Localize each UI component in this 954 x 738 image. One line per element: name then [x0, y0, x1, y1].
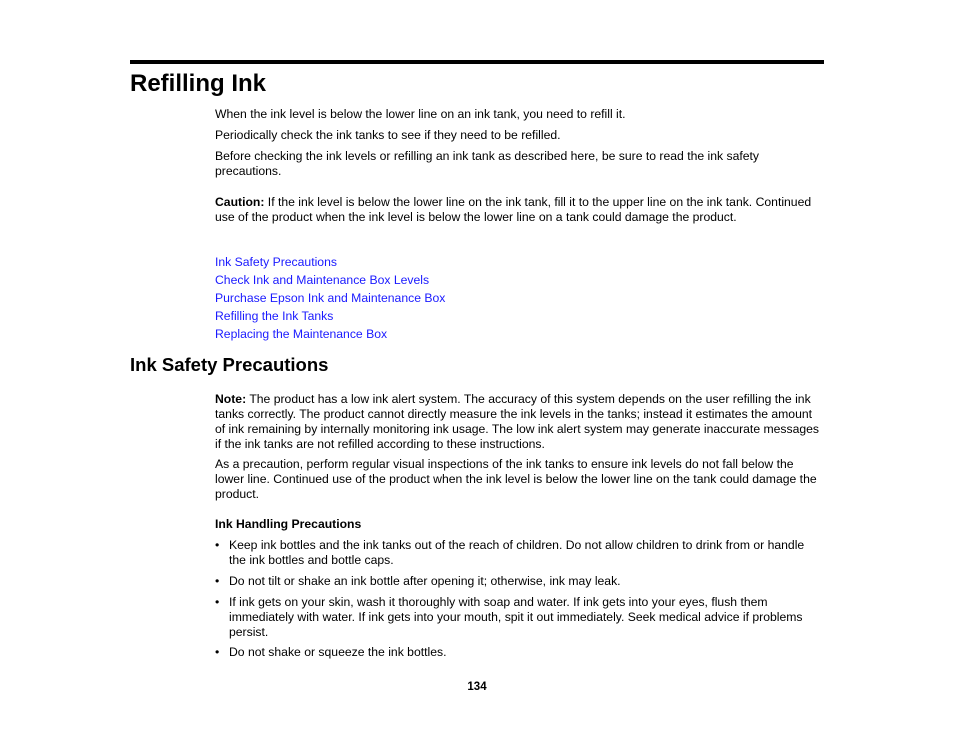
precaution-paragraph: As a precaution, perform regular visual inspections of the ink tanks to ensure ink levels do not fall below the lower line. Continued use of the product when the ink level is below the lower line on the tank could damage the product. [215, 457, 817, 501]
page-title: Refilling Ink [130, 70, 267, 97]
caution-text: If the ink level is below the lower line on the ink tank, fill it to the upper line on the ink tank. Continued use of the product when the ink level is below the lower line on a tank could damage the product. [215, 195, 812, 224]
list-item [215, 595, 815, 640]
top-rule [130, 60, 824, 64]
subheading-ink-handling: Ink Handling Precautions [215, 517, 362, 531]
caution-block [215, 195, 823, 225]
list-item-text: Keep ink bottles and the ink tanks out of the reach of children. Do not allow children to drink from or handle the ink bottles and bottle caps. [229, 538, 805, 567]
list-item-text: If ink gets on your skin, wash it thoroughly with soap and water. If ink gets into your eyes, flush them immediately with water. If ink gets into your mouth, spit it out immediately. Seek medical advice if problems persist. [229, 595, 803, 639]
note-block [215, 392, 823, 452]
section-heading: Ink Safety Precautions [130, 354, 329, 375]
page-number: 134 [467, 681, 487, 693]
caution-label: Caution: [215, 195, 265, 209]
link-purchase-ink[interactable]: Purchase Epson Ink and Maintenance Box [215, 291, 446, 305]
bullet-icon: • [215, 595, 220, 609]
note-text: The product has a low ink alert system. The accuracy of this system depends on the user refilling the ink tanks correctly. The product cannot directly measure the ink levels in the tanks; instead it estimates the amount of ink remaining by internally monitoring ink usage. The low ink alert system may generate inaccurate messages if the ink tanks are not refilled according to these instructions. [215, 392, 820, 451]
link-replacing-maintenance-box[interactable]: Replacing the Maintenance Box [215, 327, 388, 341]
list-item-text: Do not shake or squeeze the ink bottles. [229, 645, 447, 659]
bullet-icon: • [215, 574, 220, 588]
note-label: Note: [215, 392, 247, 406]
list-item [215, 574, 815, 589]
list-item [215, 538, 815, 568]
link-check-ink-levels[interactable]: Check Ink and Maintenance Box Levels [215, 273, 430, 287]
intro-paragraph-3: Before checking the ink levels or refilling an ink tank as described here, be sure to read the ink safety precautions. [215, 149, 759, 178]
list-item-text: Do not tilt or shake an ink bottle after opening it; otherwise, ink may leak. [229, 574, 621, 588]
intro-paragraph-2: Periodically check the ink tanks to see if they need to be refilled. [215, 128, 561, 142]
bullet-icon: • [215, 645, 220, 659]
list-item [215, 645, 815, 660]
link-ink-safety-precautions[interactable]: Ink Safety Precautions [215, 255, 337, 269]
link-refilling-ink-tanks[interactable]: Refilling the Ink Tanks [215, 309, 334, 323]
intro-paragraph-1: When the ink level is below the lower line on an ink tank, you need to refill it. [215, 107, 626, 121]
bullet-icon: • [215, 538, 220, 552]
